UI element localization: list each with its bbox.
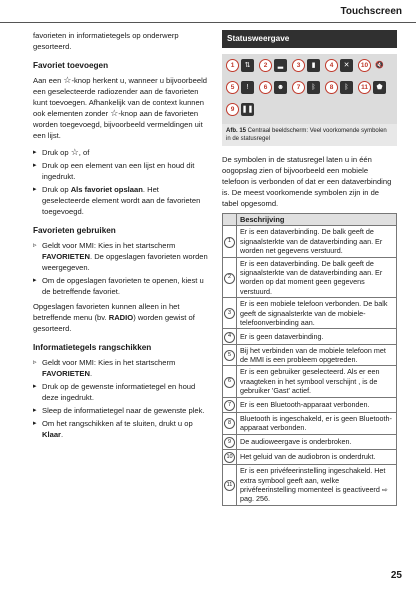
row-number: 6 xyxy=(224,377,235,388)
row-text: Bluetooth is ingeschakeld, er is geen Bluetooth-apparaat verbonden. xyxy=(237,412,397,434)
symbols-table xyxy=(222,213,397,506)
page-header xyxy=(0,0,416,23)
row-number: 10 xyxy=(224,452,235,463)
data-transfer-icon: ⇅ xyxy=(241,59,254,72)
page-number: 25 xyxy=(390,570,402,581)
callout-number: 1 xyxy=(226,59,239,72)
row-text: Er is een privéfeerinstelling ingeschakeld. Het extra symbool geeft aan, welke privéfeerinstelling momenteel is geactiveerd ⇨ pag. 256. xyxy=(237,465,397,506)
row-text: Bij het verbinden van de mobiele telefoon met de MMI is een probleem opgetreden. xyxy=(237,344,397,366)
mute-icon: 🔇 xyxy=(375,62,384,69)
no-data-icon: ✕ xyxy=(340,59,353,72)
privacy-icon: ⬟ xyxy=(373,81,386,94)
status-figure xyxy=(222,54,397,124)
list-item: ▸ Druk op een element van een lijst en houd dit ingedrukt. xyxy=(33,160,208,182)
table-header-description: Beschrijving xyxy=(237,214,397,226)
figure-row xyxy=(226,103,259,116)
list-item: ▹ Geldt voor MMI: Kies in het startscherm FAVORIETEN. xyxy=(33,357,208,379)
bluetooth-connected-icon: ᛒ xyxy=(307,81,320,94)
table-row xyxy=(223,366,397,397)
callout-number: 4 xyxy=(325,59,338,72)
list-item: ▸ Druk op de gewenste informatietegel en houd deze ingedrukt. xyxy=(33,381,208,403)
row-number: 11 xyxy=(224,480,235,491)
figure-row xyxy=(226,59,391,72)
intro-text: favorieten in informatietegels op onderwerp gesorteerd. xyxy=(33,31,179,51)
figure-row xyxy=(226,81,391,94)
heading-favorieten-gebruiken: Favorieten gebruiken xyxy=(33,226,116,235)
callout-number: 8 xyxy=(325,81,338,94)
row-text: De audioweergave is onderbroken. xyxy=(237,434,397,449)
row-number: 7 xyxy=(224,400,235,411)
description-text: De symbolen in de statusregel laten u in één oogopslag zien of bijvoorbeeld een mobiele telefoon is verbonden of dat er een dataverbinding is. De meest voorkomende symbolen zijn in de tabel opgesomd. xyxy=(222,155,392,208)
callout-number: 7 xyxy=(292,81,305,94)
row-number: 3 xyxy=(224,308,235,319)
section-title: Statusweergave xyxy=(222,30,397,48)
list-item: ▸ Om de opgeslagen favorieten te openen, kiest u de betreffende favoriet. xyxy=(33,275,208,297)
row-number: 5 xyxy=(224,350,235,361)
table-row xyxy=(223,344,397,366)
row-text: Er is een dataverbinding. De balk geeft de signaalsterkte van de dataverbinding aan. Er worden net gegevens verstuurd. xyxy=(237,226,397,257)
table-row xyxy=(223,298,397,329)
star-icon: ☆ xyxy=(63,75,72,85)
row-number: 1 xyxy=(224,237,235,248)
document-code xyxy=(4,502,14,582)
pause-icon: ❚❚ xyxy=(241,103,254,116)
star-icon: ☆ xyxy=(110,108,119,118)
figure-caption: Afb. 15 Centraal beeldscherm: Veel voorkomende symbolen in de statusregel xyxy=(222,124,397,146)
callout-number: 5 xyxy=(226,81,239,94)
row-number: 8 xyxy=(224,418,235,429)
table-row xyxy=(223,257,397,298)
heading-favoriet-toevoegen: Favoriet toevoegen xyxy=(33,61,109,70)
row-text: Er is geen dataverbinding. xyxy=(237,329,397,344)
bluetooth-icon: ᛒ xyxy=(340,81,353,94)
callout-number: 3 xyxy=(292,59,305,72)
list-item: ▸ Sleep de informatietegel naar de gewenste plek. xyxy=(33,405,208,416)
table-row xyxy=(223,449,397,464)
heading-informatietegels: Informatietegels rangschikken xyxy=(33,343,152,352)
row-text: Er is een mobiele telefoon verbonden. De balk geeft de signaalsterkte van de mobiele-telefoonverbinding aan. xyxy=(237,298,397,329)
table-header-num xyxy=(223,214,237,226)
table-header-row xyxy=(223,214,397,226)
phone-signal-icon: ▮ xyxy=(307,59,320,72)
paragraph-opgeslagen: Opgeslagen favorieten kunnen alleen in het betreffende menu (bv. RADIO) worden gewist of gesorteerd. xyxy=(33,302,195,333)
row-text: Er is een dataverbinding. De balk geeft de signaalsterkte van de dataverbinding aan. Er worden op dat moment geen gegevens verstuurd. xyxy=(237,257,397,298)
table-row xyxy=(223,329,397,344)
callout-number: 2 xyxy=(259,59,272,72)
row-text: Het geluid van de audiobron is onderdrukt. xyxy=(237,449,397,464)
table-row xyxy=(223,434,397,449)
list-item: ▸ Druk op ☆, of xyxy=(33,147,208,158)
row-number: 4 xyxy=(224,332,235,343)
table-row xyxy=(223,412,397,434)
list-item: ▸ Om het rangschikken af te sluiten, drukt u op Klaar. xyxy=(33,418,208,440)
table-row xyxy=(223,465,397,506)
header-title: Touchscreen xyxy=(340,6,402,17)
user-icon: ☻ xyxy=(274,81,287,94)
list-item: ▸ Druk op Als favoriet opslaan. Het geselecteerde element wordt aan de favorieten toegevoegd. xyxy=(33,184,208,217)
table-row xyxy=(223,397,397,412)
row-number: 2 xyxy=(224,273,235,284)
phone-warning-icon: ! xyxy=(241,81,254,94)
paragraph-favoriet-toevoegen: Aan een ☆-knop herkent u, wanneer u bijvoorbeeld een geselecteerde radiozender aan de favorieten kunt toevoegen. Afhankelijk van de context kunnen ook elementen zonder ☆-knop aan de favorieten worden toegevoegd, bijvoorbeeld vermeldingen uit een lijst. xyxy=(33,75,207,140)
row-number: 9 xyxy=(224,437,235,448)
callout-number: 11 xyxy=(358,81,371,94)
row-text: Er is een Bluetooth-apparaat verbonden. xyxy=(237,397,397,412)
signal-icon: ▂ xyxy=(274,59,287,72)
callout-number: 10 xyxy=(358,59,371,72)
list-item: ▹ Geldt voor MMI: Kies in het startscherm FAVORIETEN. De opgeslagen favorieten worden weergegeven. xyxy=(33,240,208,273)
table-row xyxy=(223,226,397,257)
right-column xyxy=(222,30,397,506)
star-icon: ☆ xyxy=(70,147,79,157)
row-text: Er is een gebruiker geselecteerd. Als er een vraagteken in het symbool verschijnt , is de gebruiker 'Gast' actief. xyxy=(237,366,397,397)
left-column xyxy=(33,30,208,442)
callout-number: 6 xyxy=(259,81,272,94)
callout-number: 9 xyxy=(226,103,239,116)
